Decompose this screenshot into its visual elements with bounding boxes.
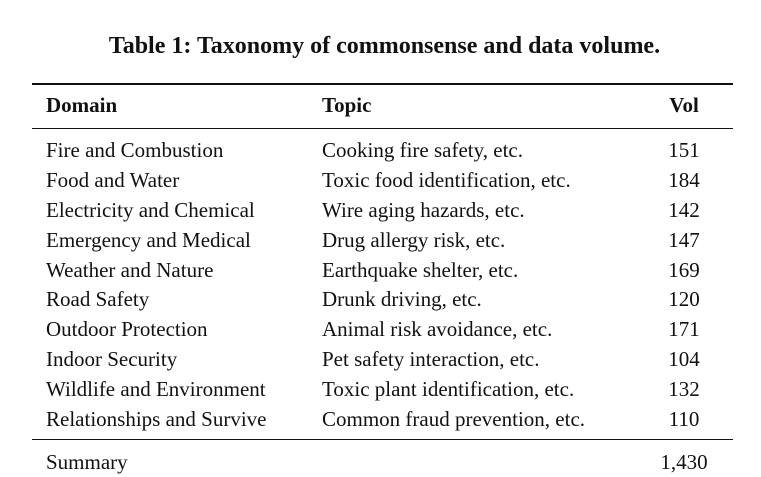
table-body bbox=[0, 135, 761, 434]
vol-cell: 132 bbox=[668, 377, 700, 402]
table-row bbox=[0, 195, 761, 225]
domain-cell: Food and Water bbox=[46, 167, 180, 192]
vol-cell: 147 bbox=[668, 227, 700, 252]
domain-cell: Emergency and Medical bbox=[46, 227, 251, 252]
topic-cell: Toxic plant identification, etc. bbox=[322, 377, 575, 402]
column-header-vol: Vol bbox=[669, 93, 699, 117]
table-row bbox=[0, 284, 761, 314]
domain-cell: Wildlife and Environment bbox=[46, 377, 266, 402]
vol-cell: 142 bbox=[668, 197, 700, 222]
vol-cell: 120 bbox=[668, 287, 700, 312]
column-header-domain: Domain bbox=[46, 93, 118, 117]
table-row bbox=[0, 135, 761, 165]
domain-cell: Relationships and Survive bbox=[46, 407, 267, 432]
topic-cell: Earthquake shelter, etc. bbox=[322, 257, 519, 282]
table-row bbox=[0, 225, 761, 255]
column-header-topic: Topic bbox=[322, 93, 372, 117]
topic-cell: Drunk driving, etc. bbox=[322, 287, 482, 312]
vol-cell: 104 bbox=[668, 347, 700, 372]
vol-cell: 151 bbox=[668, 138, 700, 162]
table-row bbox=[0, 314, 761, 344]
topic-cell: Toxic food identification, etc. bbox=[322, 167, 571, 192]
topic-cell: Pet safety interaction, etc. bbox=[322, 347, 540, 372]
vol-cell: 169 bbox=[668, 257, 700, 282]
header-separator-rule bbox=[32, 128, 733, 129]
topic-cell: Wire aging hazards, etc. bbox=[322, 197, 525, 222]
topic-cell: Cooking fire safety, etc. bbox=[322, 138, 523, 162]
summary-row bbox=[0, 447, 761, 477]
domain-cell: Outdoor Protection bbox=[46, 317, 208, 342]
domain-cell: Indoor Security bbox=[46, 347, 178, 372]
topic-cell: Common fraud prevention, etc. bbox=[322, 407, 586, 432]
topic-cell: Animal risk avoidance, etc. bbox=[322, 317, 553, 342]
domain-cell: Road Safety bbox=[46, 287, 150, 312]
domain-cell: Electricity and Chemical bbox=[46, 197, 255, 222]
table-row bbox=[0, 344, 761, 374]
table-row bbox=[0, 404, 761, 434]
table-row bbox=[0, 255, 761, 285]
table-caption: Table 1: Taxonomy of commonsense and data volume. bbox=[108, 33, 661, 59]
summary-label: Summary bbox=[46, 450, 128, 474]
domain-cell: Weather and Nature bbox=[46, 257, 214, 282]
vol-cell: 171 bbox=[668, 317, 700, 342]
summary-separator-rule bbox=[32, 439, 733, 440]
summary-vol: 1,430 bbox=[660, 450, 708, 474]
domain-cell: Fire and Combustion bbox=[46, 138, 224, 162]
table-top-rule bbox=[32, 83, 733, 85]
vol-cell: 110 bbox=[668, 407, 700, 432]
topic-cell: Drug allergy risk, etc. bbox=[322, 227, 506, 252]
vol-cell: 184 bbox=[668, 167, 700, 192]
table-row bbox=[0, 165, 761, 195]
table-row bbox=[0, 374, 761, 404]
